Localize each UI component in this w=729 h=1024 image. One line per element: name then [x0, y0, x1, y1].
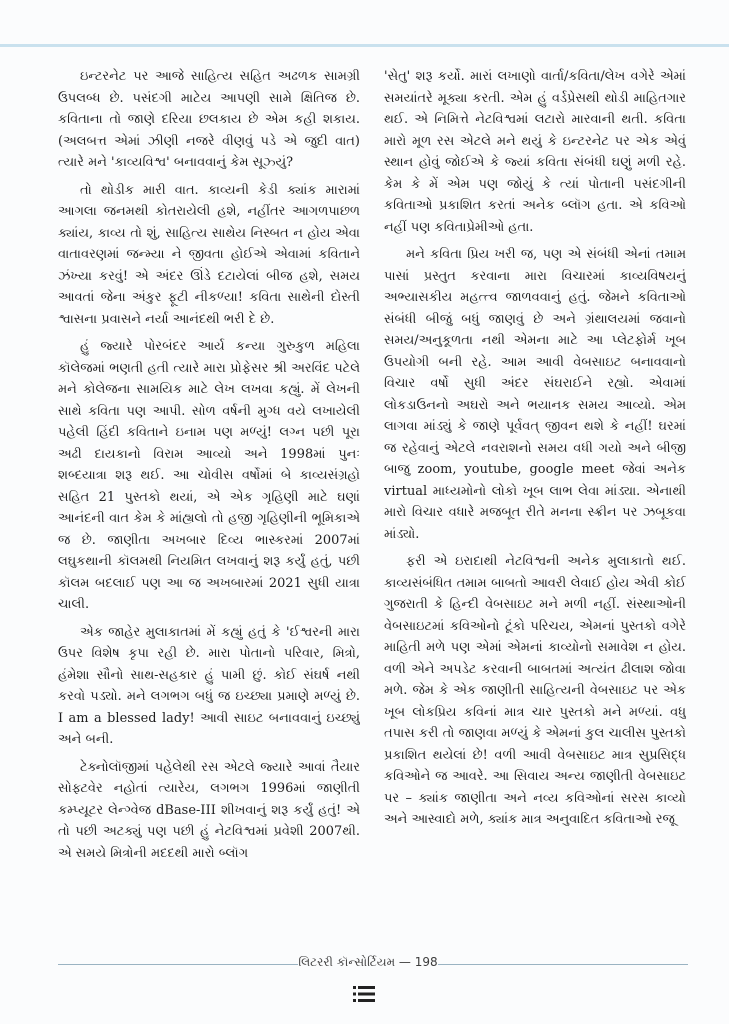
footer-rule-right — [438, 964, 688, 965]
left-column — [58, 66, 360, 946]
right-paragraph-2: મને કવિતા પ્રિય ખરી જ, પણ એ સંબંધી એનાં તમામ પાસાં પ્રસ્તુત કરવાના મારા વિચારમાં કાવ્યવિષયનું અભ્યાસકીય મહત્ત્વ જાળવવાનું હતું. જેમને કવિતાઓ સંબંધી બીજું બધું જાણવું છે અને ગ્રંથાલયમાં જવાનો સમય/અનુકૂળતા નથી એમના માટે આ પ્લેટફોર્મ ખૂબ ઉપયોગી બની રહે. આમ આવી વેબસાઇટ બનાવવાનો વિચાર વર્ષો સુધી અંદર સંઘરાઈને રહ્યો. એવામાં લોકડાઉનનો અઘરો અને ભયાનક સમય આવ્યો. એમ લાગવા માંડ્યું કે જાણે પૂર્વવત્ જીવન થશે કે નહીં! ઘરમાં જ રહેવાનું એટલે નવરાશનો સમય વધી ગયો અને બીજી બાજુ zoom, youtube, google meet જેવાં અનેક virtual માધ્યમોનો લોકો ખૂબ લાભ લેવા માંડ્યા. એનાથી મારો વિચાર વધારે મજબૂત રીતે મનના સ્ક્રીન પર ઝબૂકવા માંડ્યો. — [384, 247, 686, 542]
left-paragraph-4: એક જાહેર મુલાકાતમાં મેં કહ્યું હતું કે 'ઈશ્વરની મારા ઉપર વિશેષ કૃપા રહી છે. મારા પોતાનો પરિવાર, મિત્રો, હંમેશા સૌનો સાથ-સહકાર હું પામી છું. કોઈ સંઘર્ષ નથી કરવો પડ્યો. મને લગભગ બધું જ ઇચ્છ્યા પ્રમાણે મળ્યું છે. I am a blessed lady! આવી સાઇટ બનાવવાનું ઇચ્છ્યું અને બની. — [58, 624, 360, 747]
left-paragraph-2: તો થોડીક મારી વાત. કાવ્યની કેડી ક્યાંક મારામાં આગલા જનમથી કોતરાયેલી હશે, નહીંતર આગળપાછળ ક્યાંય, કાવ્ય તો શું, સાહિત્ય સાથેય નિસ્બત ન હોય એવા વાતાવરણમાં જન્મ્યા ને જીવતા હોઈએ એવામાં કવિતાને ઝંખ્યા કરવું! એ અંદર ઊંડે દટાયેલાં બીજ હશે, સમય આવતાં જેના અંકુર ફૂટી નીકળ્યા! કવિતા સાથેની દોસ્તી શ્વાસના પ્રવાસને નર્યા આનંદથી ભરી દે છે. — [58, 182, 360, 327]
list-menu-icon[interactable] — [353, 985, 375, 1003]
right-paragraph-1: 'સેતુ' શરૂ કર્યો. મારાં લખાણો વાર્તા/કવિતા/લેખ વગેરે એમાં સમયાંતરે મૂક્યા કરતી. એમ હું વર્ડપ્રેસથી થોડી માહિતગાર થઈ. એ નિમિત્તે નેટવિશ્વમાં લટારો મારવાની થતી. કવિતા મારો મૂળ રસ એટલે મને થયું કે ઇન્ટરનેટ પર એક એવું સ્થાન હોવું જોઈએ કે જ્યાં કવિતા સંબંધી ઘણું મળી રહે. કેમ કે મેં એમ પણ જોયું કે ત્યાં પોતાની પસંદગીની કવિતાઓ પ્રકાશિત કરતાં અનેક બ્લૉગ હતા. એ કવિઓ નહીં પણ કવિતાપ્રેમીઓ હતા. — [384, 69, 686, 235]
footer-page-label: લિટરરી કૉન્સોર્ટિયમ — 198 — [298, 955, 438, 969]
left-paragraph-1: ઇન્ટરનેટ પર આજે સાહિત્ય સહિત અઢળક સામગ્રી ઉપલબ્ધ છે. પસંદગી માટેય આપણી સામે ક્ષિતિજ છે. કવિતાના તો જાણે દરિયા છલકાય છે એમ કહી શકાય. (અલબત્ત એમાં ઝીણી નજરે વીણવું પડે એ જુદી વાત) ત્યારે મને 'કાવ્યવિશ્વ' બનાવવાનું કેમ સૂઝ્યું? — [58, 69, 360, 170]
right-paragraph-3: ફરી એ ઇરાદાથી નેટવિશ્વની અનેક મુલાકાતો થઈ. કાવ્યસંબંધિત તમામ બાબતો આવરી લેવાઈ હોય એવી કોઈ ગુજરાતી કે હિન્દી વેબસાઇટ મને મળી નહીં. સંસ્થાઓની વેબસાઇટમાં કવિઓનો ટૂંકો પરિચય, એમનાં પુસ્તકો વગેરે માહિતી મળે પણ એમાં એમનાં કાવ્યોનો સમાવેશ ન હોય. વળી એને અપડેટ કરવાની બાબતમાં અત્યંત ઢીલાશ જોવા મળે. જેમ કે એક જાણીતી સાહિત્યની વેબસાઇટ પર એક ખૂબ લોકપ્રિય કવિનાં માત્ર ચાર પુસ્તકો મને મળ્યાં. વધુ તપાસ કરી તો જાણવા મળ્યું કે એમનાં કુલ ચાલીસ પુસ્તકો પ્રકાશિત થયેલાં છે! વળી આવી વેબસાઇટ માત્ર સુપ્રસિદ્ધ કવિઓને જ આવરે. આ સિવાય અન્ય જાણીતી વેબસાઇટ પર – ક્યાંક જાણીતા અને નવ્ય કવિઓનાં સરસ કાવ્યો અને આસ્વાદો મળે, ક્યાંક માત્ર અનુવાદિત કવિતાઓ રજૂ — [384, 554, 686, 827]
left-paragraph-5: ટેક્નોલૉજીમાં પહેલેથી રસ એટલે જ્યારે આવાં તૈયાર સોફ્ટવેર નહોતાં ત્યારેય, લગભગ 1996માં જાણીતી કમ્પ્યૂટર લેન્ગ્વેજ dBase-III શીખવાનું શરૂ કર્યું હતું! એ તો પછી અટક્યું પણ પછી હું નેટવિશ્વમાં પ્રવેશી 2007થી. એ સમયે મિત્રોની મદદથી મારો બ્લૉગ — [58, 759, 360, 861]
left-paragraph-3: હું જ્યારે પોરબંદર આર્ય કન્યા ગુરુકુળ મહિલા કૉલેજમાં ભણતી હતી ત્યારે મારા પ્રોફેસર શ્રી અરવિંદ પટેલે મને કોલેજના સામયિક માટે લેખ લખવા કહ્યું. મેં લેખની સાથે કવિતા પણ આપી. સોળ વર્ષની મુગ્ધ વયે લખાયેલી પહેલી હિંદી કવિતાને ઇનામ પણ મળ્યું! લગ્ન પછી પૂરા અઢી દાયકાનો વિરામ આવ્યો અને 1998માં પુનઃ શબ્દયાત્રા શરૂ થઈ. આ ચોવીસ વર્ષોમાં બે કાવ્યસંગ્રહો સહિત 21 પુસ્તકો થયાં, એ એક ગૃહિણી માટે ઘણાં આનંદની વાત કેમ કે માંહ્યલો તો હજી ગૃહિણીની ભૂમિકાએ જ છે. જાણીતા અખબાર દિવ્ય ભાસ્કરમાં 2007માં લઘુકથાની કૉલમથી નિયમિત લખવાનું શરૂ કર્યું હતું, પછી કૉલમ બદલાઈ પણ આ જ અખબારમાં 2021 સુધી યાત્રા ચાલી. — [58, 339, 360, 612]
right-column — [384, 66, 686, 946]
footer-rule-left — [58, 964, 298, 965]
top-rule — [0, 44, 729, 47]
